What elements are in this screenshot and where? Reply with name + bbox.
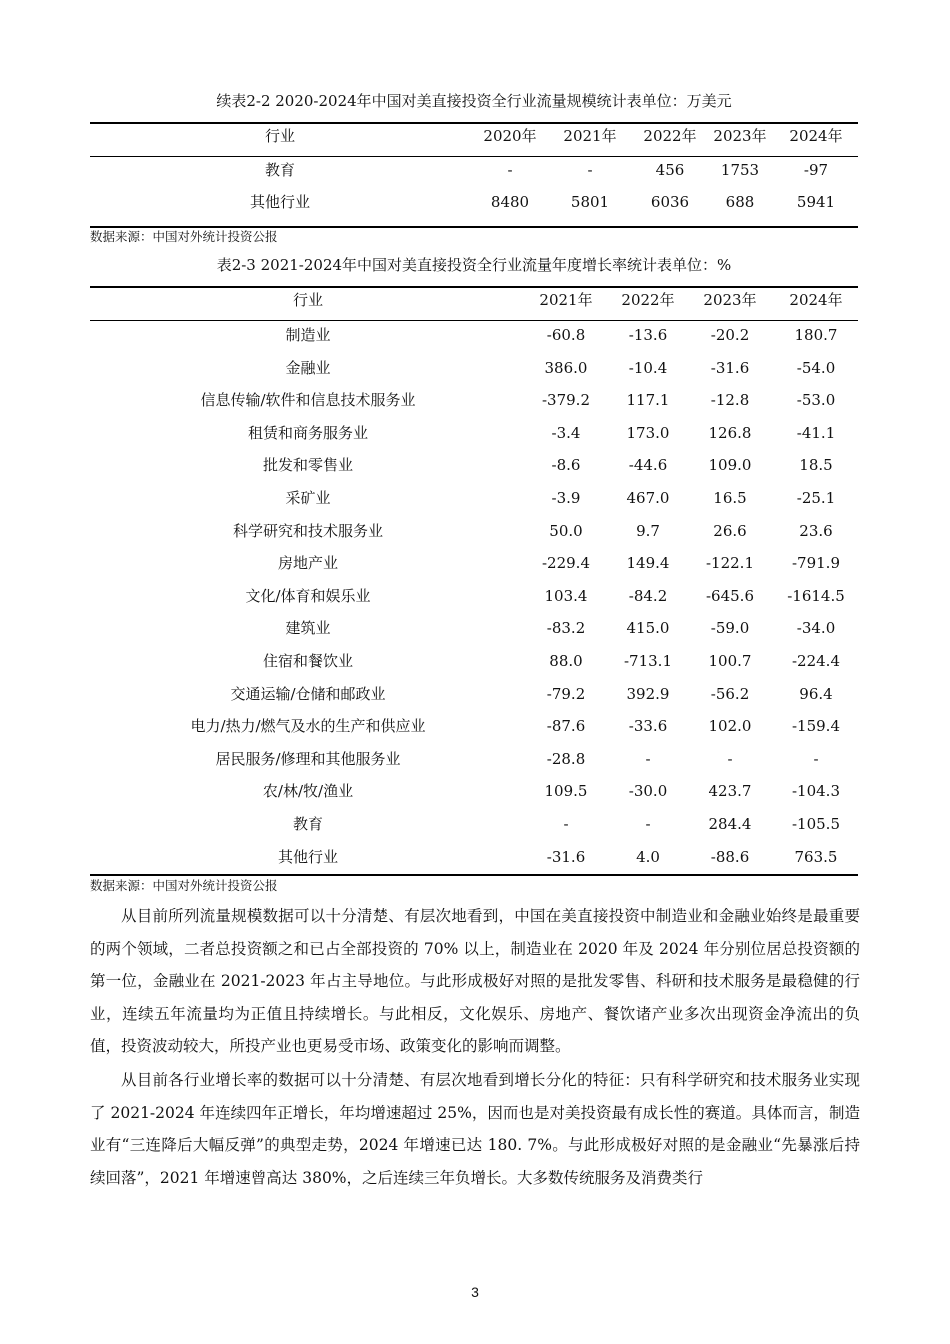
table-row	[90, 812, 858, 836]
row-value: 6036	[650, 193, 690, 211]
row-value: -	[587, 161, 593, 179]
row-industry: 采矿业	[285, 489, 331, 507]
row-value: -53.0	[796, 391, 836, 410]
table2-header-rule	[90, 320, 858, 321]
row-value: -31.6	[546, 847, 586, 866]
row-value: 284.4	[708, 815, 752, 833]
table-row	[90, 421, 858, 445]
row-value: -79.2	[546, 684, 586, 703]
row-value: -88.6	[710, 847, 750, 866]
row-value: -	[645, 815, 651, 833]
row-value: 96.4	[799, 684, 833, 703]
table-row	[90, 584, 858, 608]
row-value: -379.2	[541, 391, 590, 410]
table-row	[90, 551, 858, 575]
row-value: -159.4	[791, 717, 840, 736]
row-value: 5941	[796, 193, 836, 211]
row-industry: 住宿和餐饮业	[262, 652, 353, 670]
table1-bottom-rule	[90, 226, 858, 228]
row-value: -645.6	[705, 586, 754, 605]
row-industry: 居民服务/修理和其他服务业	[215, 749, 401, 768]
row-value: -54.0	[796, 358, 836, 377]
row-value: -20.2	[710, 326, 750, 344]
row-industry: 批发和零售业	[262, 456, 353, 475]
row-industry: 建筑业	[285, 619, 331, 638]
table1-header-2024: 2024年	[789, 127, 843, 145]
paragraph-1: 从目前所列流量规模数据可以十分清楚、有层次地看到，中国在美直接投资中制造业和金融业始终是最重要的两个领域，二者总投资额之和已占全部投资的 70% 以上，制造业在 2020 年及 2024 年分别位居总投资额的第一位，金融业在 2021-2023 年占主导地位。与此形成极好对照的是批发零售、科研和技术服务是最稳健的行业，连续五年流量均为正值且持续增长。与此相反，文化娱乐、房地产、餐饮诸产业多次出现资金净流出的负值，投资波动较大，所投产业也更易受市场、政策变化的影响而调整。	[90, 907, 860, 1055]
row-value: 456	[655, 161, 685, 179]
row-value: 386.0	[544, 358, 588, 377]
table-row	[90, 190, 858, 214]
row-value: 18.5	[799, 456, 833, 475]
row-industry: 科学研究和技术服务业	[232, 521, 383, 540]
row-value: -31.6	[710, 358, 750, 377]
row-value: 173.0	[626, 423, 670, 442]
table2-header-2023: 2023年	[703, 291, 757, 309]
row-value: 88.0	[549, 652, 583, 670]
row-value: -104.3	[791, 782, 840, 801]
row-value: 9.7	[636, 521, 660, 540]
row-value: -60.8	[546, 326, 586, 344]
row-value: 117.1	[626, 391, 670, 410]
row-value: -83.2	[546, 619, 586, 638]
row-value: -33.6	[628, 717, 668, 736]
row-value: -34.0	[796, 619, 836, 638]
table-row	[90, 323, 858, 347]
row-industry: 教育	[292, 815, 323, 833]
row-value: 423.7	[708, 782, 752, 801]
table-row	[90, 388, 858, 412]
row-value: 149.4	[626, 554, 670, 573]
row-value: -	[563, 815, 569, 833]
row-industry: 制造业	[285, 326, 331, 344]
row-value: -97	[803, 161, 829, 179]
row-value: 763.5	[794, 847, 838, 866]
row-industry: 电力/热力/燃气及水的生产和供应业	[190, 717, 426, 736]
row-value: 415.0	[626, 619, 670, 638]
row-value: -1614.5	[787, 586, 845, 605]
row-value: -59.0	[710, 619, 750, 638]
table1-header-2021: 2021年	[563, 127, 617, 145]
row-industry: 农/林/牧/渔业	[262, 782, 354, 801]
row-value: -25.1	[796, 489, 836, 507]
row-value: 109.0	[708, 456, 752, 475]
table1-header-2020: 2020年	[483, 127, 537, 145]
row-value: -30.0	[628, 782, 668, 801]
table1-source: 数据来源：中国对外统计投资公报	[90, 229, 278, 244]
row-industry: 教育	[264, 161, 295, 179]
row-value: -	[645, 749, 651, 768]
table1-header-2022: 2022年	[643, 127, 697, 145]
table1-header-industry: 行业	[264, 127, 295, 145]
row-industry: 金融业	[285, 358, 331, 377]
table2-header-industry: 行业	[292, 291, 323, 309]
table-row	[90, 682, 858, 706]
row-value: -3.4	[551, 423, 581, 442]
row-industry: 交通运输/仓储和邮政业	[230, 684, 386, 703]
row-value: 103.4	[544, 586, 588, 605]
row-value: -224.4	[791, 652, 840, 670]
row-industry: 其他行业	[277, 847, 338, 866]
row-value: -8.6	[551, 456, 581, 475]
table1-header-2023: 2023年	[713, 127, 767, 145]
row-value: -84.2	[628, 586, 668, 605]
row-value: -12.8	[710, 391, 750, 410]
table1-caption: 续表2-2 2020-2024年中国对美直接投资全行业流量规模统计表单位：万美元	[216, 92, 732, 110]
table2-caption: 表2-3 2021-2024年中国对美直接投资全行业流量年度增长率统计表单位：%	[216, 256, 732, 274]
row-value: -44.6	[628, 456, 668, 475]
table-row	[90, 356, 858, 380]
row-industry: 租赁和商务服务业	[247, 423, 368, 442]
table-row	[90, 158, 858, 182]
row-value: -	[727, 749, 733, 768]
table2-header-2021: 2021年	[539, 291, 593, 309]
row-value: 8480	[490, 193, 530, 211]
row-industry: 其他行业	[249, 193, 310, 211]
table2-header-2022: 2022年	[621, 291, 675, 309]
table-row	[90, 845, 858, 869]
row-value: 16.5	[713, 489, 747, 507]
row-value: 23.6	[799, 521, 833, 540]
row-value: -229.4	[541, 554, 590, 573]
row-value: 1753	[720, 161, 760, 179]
row-value: 126.8	[708, 423, 752, 442]
table-row	[90, 649, 858, 673]
row-value: 109.5	[544, 782, 588, 801]
table-row	[90, 779, 858, 803]
table-row	[90, 747, 858, 771]
row-value: -13.6	[628, 326, 668, 344]
row-value: -105.5	[791, 815, 840, 833]
table1-header-row	[90, 124, 858, 148]
table2-bottom-rule	[90, 874, 858, 876]
row-industry: 文化/体育和娱乐业	[245, 586, 371, 605]
row-value: -87.6	[546, 717, 586, 736]
table2-source: 数据来源：中国对外统计投资公报	[90, 878, 278, 893]
row-value: 4.0	[636, 847, 660, 866]
table1-header-rule	[90, 156, 858, 157]
row-value: 50.0	[549, 521, 583, 540]
table-row	[90, 486, 858, 510]
row-value: -3.9	[551, 489, 581, 507]
table-row	[90, 714, 858, 738]
table-row	[90, 519, 858, 543]
row-value: -41.1	[796, 423, 836, 442]
paragraph-2: 从目前各行业增长率的数据可以十分清楚、有层次地看到增长分化的特征：只有科学研究和技术服务业实现了 2021-2024 年连续四年正增长，年均增速超过 25%，因而也是对美投资最有成长性的赛道。具体而言，制造业有“三连降后大幅反弹”的典型走势，2024 年增速已达 180. 7%。与此形成极好对照的是金融业“先暴涨后持续回落”，2021 年增速曾高达 380%，之后连续三年负增长。大多数传统服务及消费类行	[90, 1071, 860, 1187]
row-value: -713.1	[623, 652, 672, 670]
page-number: 3	[471, 1284, 479, 1300]
table-row	[90, 616, 858, 640]
row-value: -	[813, 749, 819, 768]
row-value: -122.1	[705, 554, 754, 573]
row-value: 5801	[570, 193, 610, 211]
row-value: 467.0	[626, 489, 670, 507]
row-value: 102.0	[708, 717, 752, 736]
row-industry: 房地产业	[277, 554, 338, 573]
row-industry: 信息传输/软件和信息技术服务业	[200, 391, 416, 410]
row-value: 26.6	[713, 521, 747, 540]
row-value: -	[507, 161, 513, 179]
row-value: 100.7	[708, 652, 752, 670]
row-value: 180.7	[794, 326, 838, 344]
row-value: -56.2	[710, 684, 750, 703]
table-row	[90, 453, 858, 477]
row-value: -28.8	[546, 749, 586, 768]
table2-header-row	[90, 288, 858, 312]
row-value: -791.9	[791, 554, 840, 573]
row-value: 392.9	[626, 684, 670, 703]
row-value: 688	[725, 193, 755, 211]
table2-header-2024: 2024年	[789, 291, 843, 309]
row-value: -10.4	[628, 358, 668, 377]
